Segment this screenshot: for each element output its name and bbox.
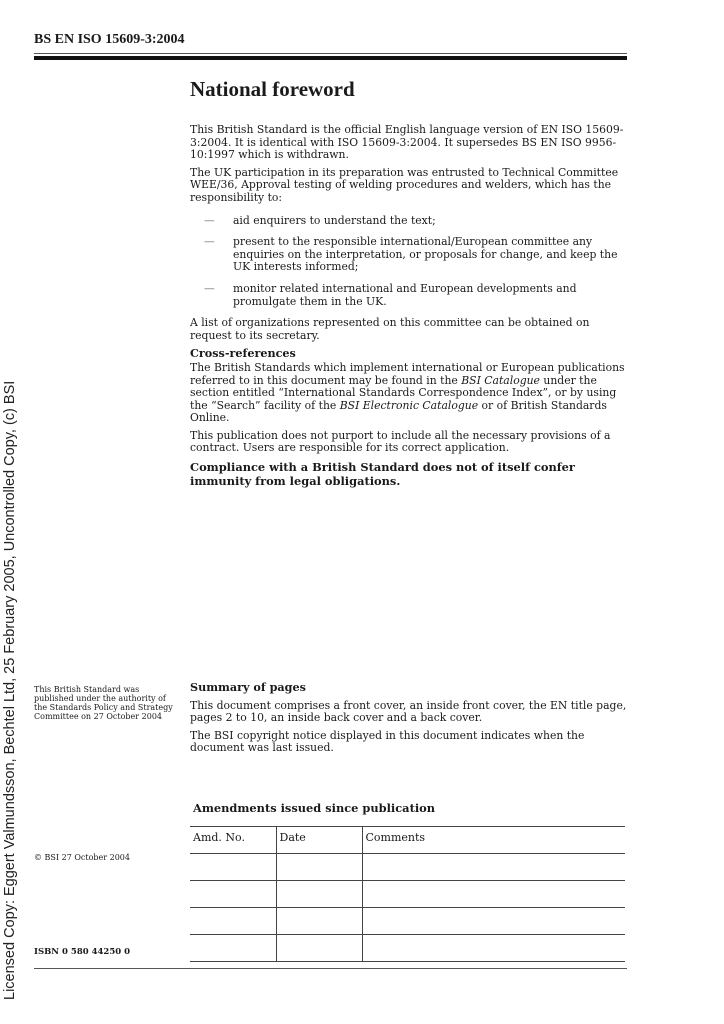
dash-marker: — xyxy=(204,213,215,227)
cross-references-paragraph: The British Standards which implement international or European publications referred to in this document may be found in the BSI Catalogue under the section entitled “International Standards Correspondence Index”, or by using the “Search” facility of the BSI Electronic Catalogue or of British Standards Online. xyxy=(190,360,625,425)
table-header-row xyxy=(190,827,625,854)
amendments-title: Amendments issued since publication xyxy=(193,801,436,815)
summary-paragraph: This document comprises a front cover, an inside front cover, the EN title page, pages 2 to 10, an inside back cover and a back cover. xyxy=(190,698,627,725)
amendments-table xyxy=(190,826,625,962)
isbn: ISBN 0 580 44250 0 xyxy=(34,947,131,957)
table-row xyxy=(190,935,625,962)
dash-marker: — xyxy=(204,235,215,249)
summary-of-pages xyxy=(190,681,630,760)
copyright-notice-paragraph: The BSI copyright notice displayed in this document indicates when the document was last issued. xyxy=(190,728,585,755)
cross-references-heading: Cross-references xyxy=(190,346,296,361)
column-header-date: Date xyxy=(276,827,362,854)
column-header-amd-no: Amd. No. xyxy=(190,827,276,854)
document-id: BS EN ISO 15609-3:2004 xyxy=(34,32,185,47)
foreword-body xyxy=(190,124,630,493)
header-rule-thin xyxy=(34,53,627,54)
page-title: National foreword xyxy=(190,77,355,101)
footer-rule xyxy=(34,968,627,969)
bsi-catalogue-ref: BSI Catalogue xyxy=(461,373,540,387)
table-row xyxy=(190,908,625,935)
list-item: — aid enquirers to understand the text; xyxy=(204,213,436,227)
committee-paragraph: The UK participation in its preparation was entrusted to Technical Committee WEE/36, Approval testing of welding procedures and welders, which has the responsibility to: xyxy=(190,165,619,204)
organizations-note: A list of organizations represented on this committee can be obtained on request to its secretary. xyxy=(190,316,590,342)
header-rule-thick xyxy=(34,56,627,60)
compliance-note: Compliance with a British Standard does not of itself confer immunity from legal obligations. xyxy=(190,460,575,489)
responsibility-list xyxy=(190,215,630,309)
table-row xyxy=(190,854,625,881)
dash-marker: — xyxy=(204,281,215,295)
provisions-paragraph: This publication does not purport to include all the necessary provisions of a contract. Users are responsible for its correct application. xyxy=(190,428,611,455)
bsi-electronic-catalogue-ref: BSI Electronic Catalogue xyxy=(339,398,479,412)
table-row xyxy=(190,881,625,908)
list-item: — present to the responsible international/European committee any enquiries on the interpretation, or proposals for change, and keep the UK interests informed; xyxy=(204,235,618,274)
list-item: — monitor related international and European developments and promulgate them in the UK. xyxy=(204,281,577,308)
license-watermark: Licensed Copy: Eggert Valmundsson, Bechtel Ltd, 25 February 2005, Uncontrolled Copy, (c) BSI xyxy=(2,380,18,1000)
authority-note: This British Standard was published under the authority of the Standards Policy and Strategy Committee on 27 October 2004 xyxy=(34,685,173,721)
intro-paragraph: This British Standard is the official English language version of EN ISO 15609-3:2004. It is identical with ISO 15609-3:2004. It supersedes BS EN ISO 9956-10:1997 which is withdrawn. xyxy=(190,123,624,162)
summary-heading: Summary of pages xyxy=(190,680,306,694)
column-header-comments: Comments xyxy=(362,827,625,854)
copyright-note: © BSI 27 October 2004 xyxy=(34,853,130,862)
